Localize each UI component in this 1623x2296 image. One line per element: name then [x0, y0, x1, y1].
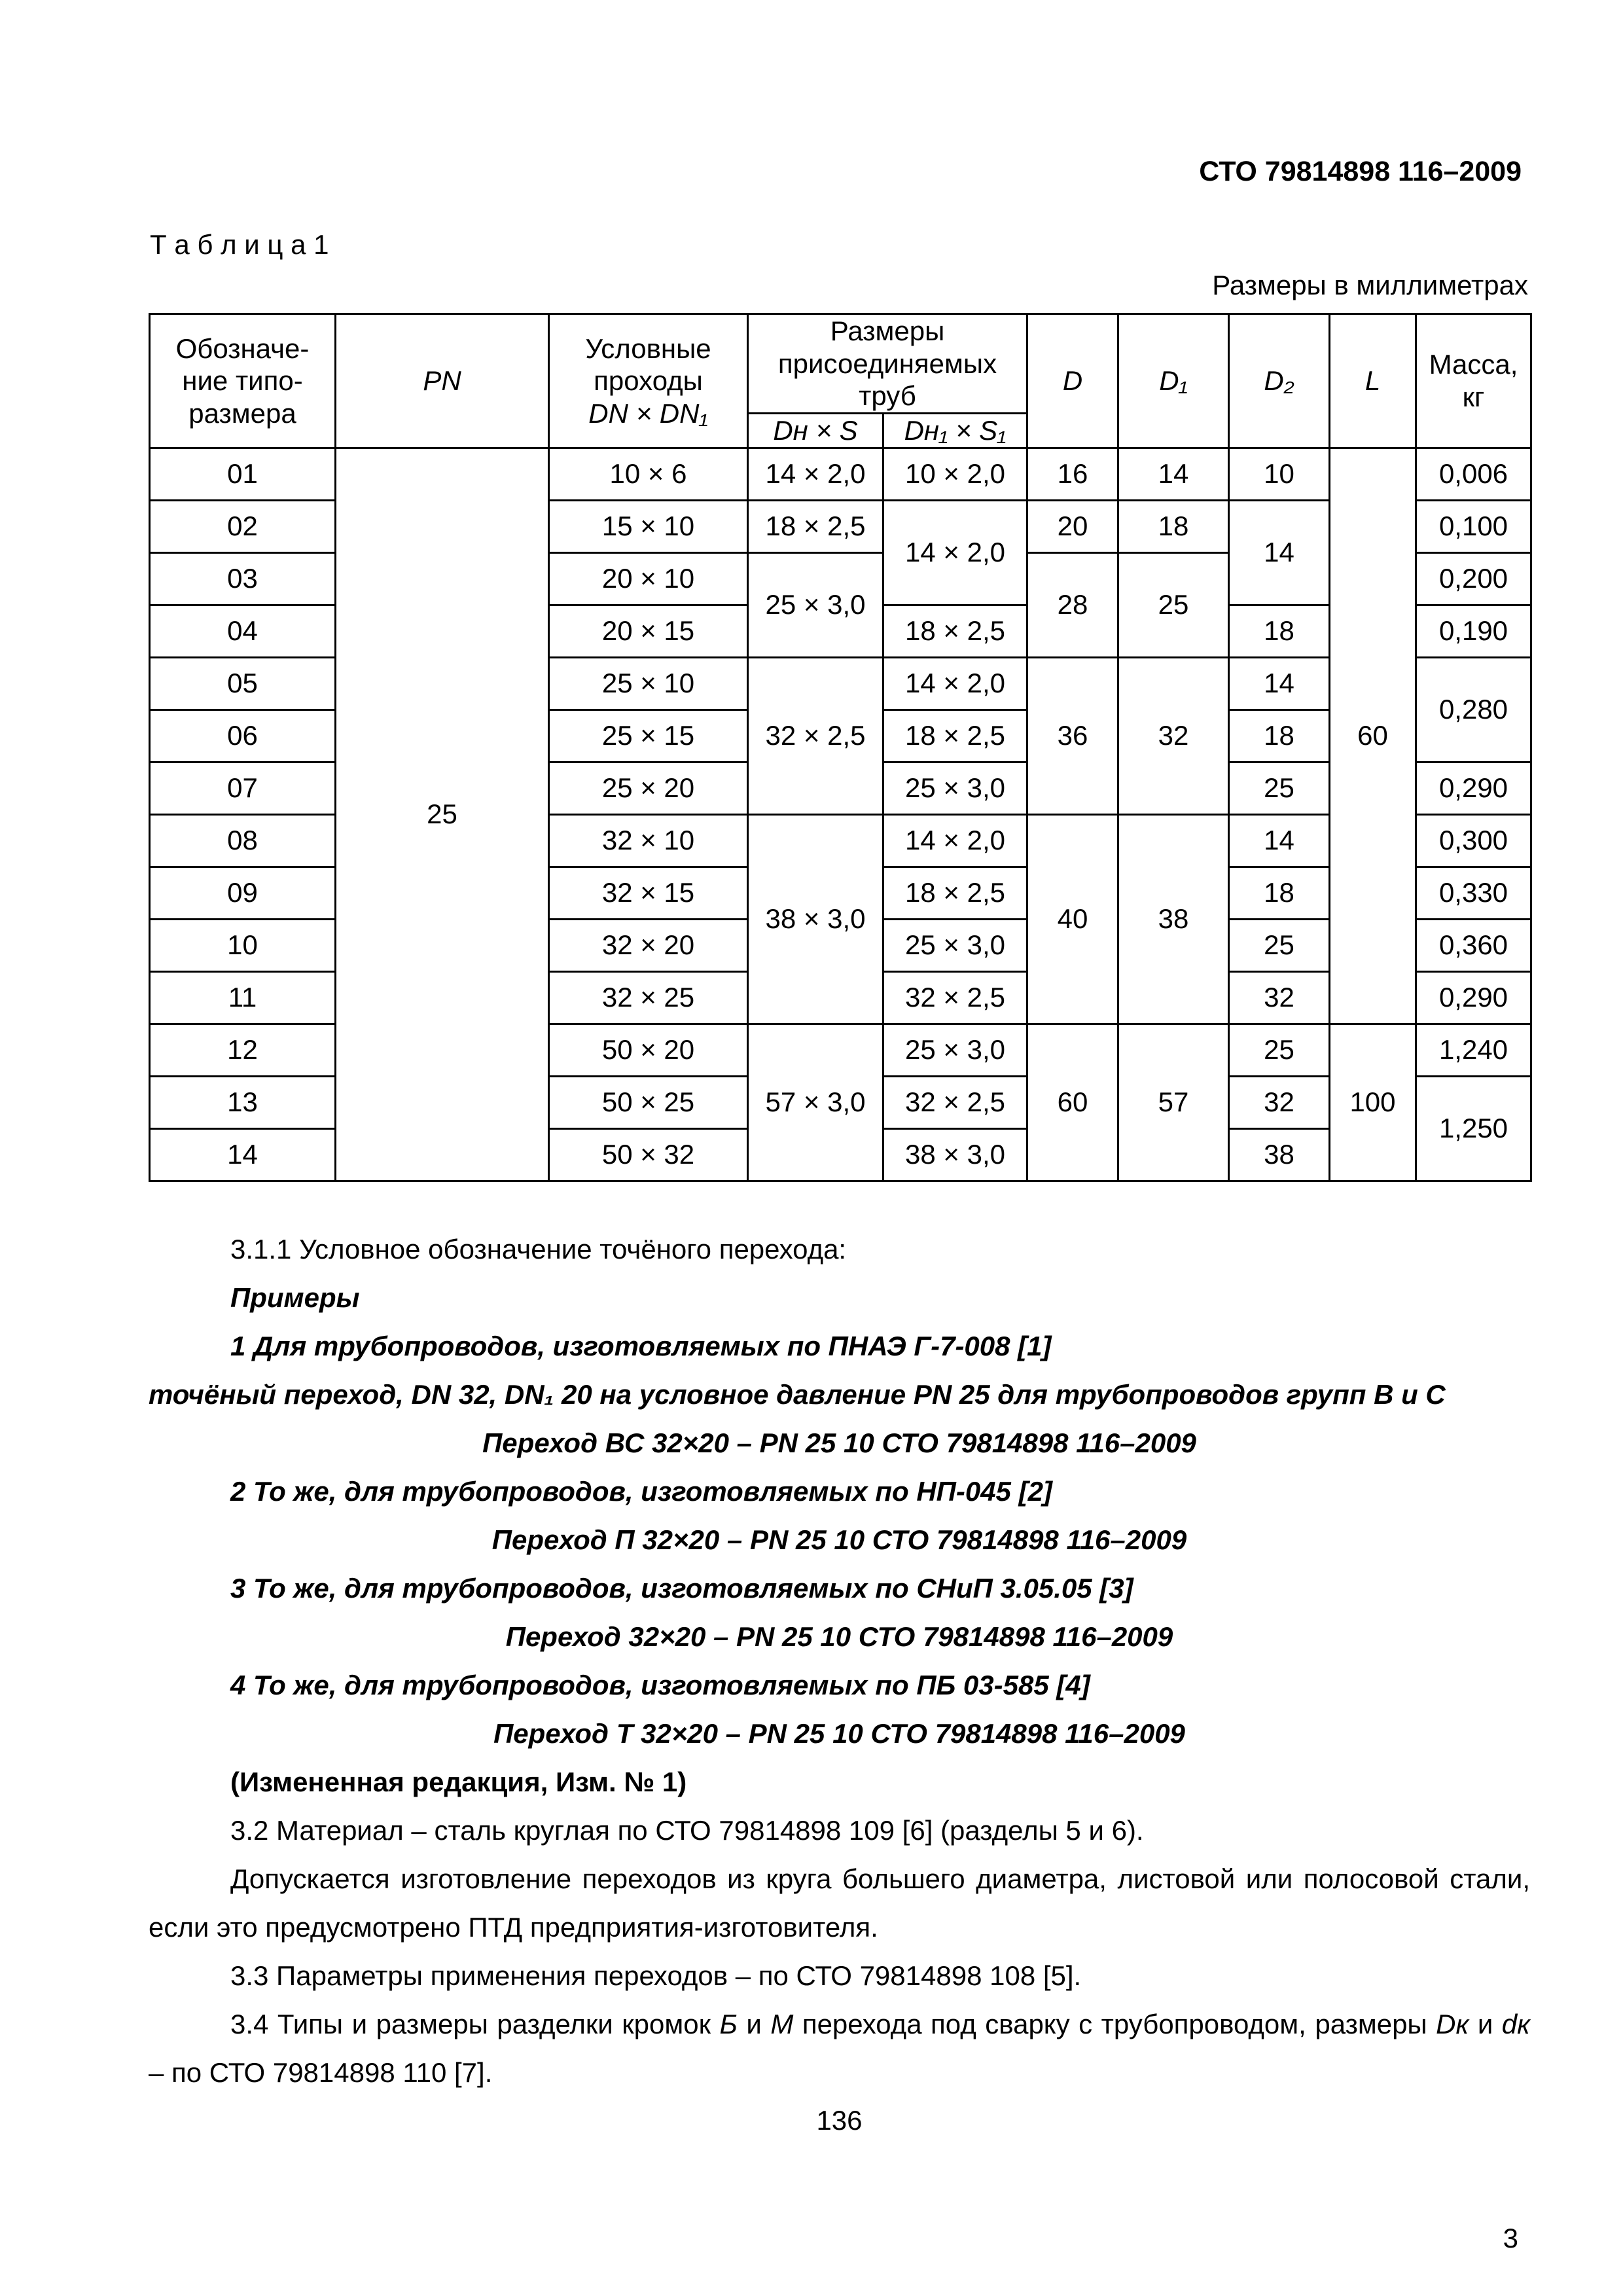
cell-dn: 32 × 10 — [549, 814, 748, 867]
cell-dn1s: 32 × 2,5 — [883, 971, 1027, 1024]
cell-dn1s: 10 × 2,0 — [883, 448, 1027, 500]
cell-dn: 50 × 25 — [549, 1076, 748, 1128]
cell-d2: 10 — [1229, 448, 1330, 500]
cell-dn: 10 × 6 — [549, 448, 748, 500]
cell-designation: 06 — [150, 709, 336, 762]
cell-mass: 0,100 — [1416, 500, 1531, 552]
cell-dns: 18 × 2,5 — [748, 500, 883, 552]
clause-3-1-1: 3.1.1 Условное обозначение точёного перехода: — [230, 1234, 847, 1265]
cell-mass: 0,360 — [1416, 919, 1531, 971]
cell-designation: 05 — [150, 657, 336, 709]
cell-dns: 38 × 3,0 — [748, 814, 883, 1024]
col-header-pipe-sizes: Размеры присоединяемых труб — [748, 314, 1027, 414]
clause-3-4 — [149, 2000, 1530, 2097]
col-header-d2: D₂ — [1229, 314, 1330, 448]
cell-designation: 02 — [150, 500, 336, 552]
cell-designation: 10 — [150, 919, 336, 971]
cell-designation: 08 — [150, 814, 336, 867]
cell-d: 28 — [1027, 552, 1118, 657]
cell-dn: 25 × 10 — [549, 657, 748, 709]
amendment-note: (Измененная редакция, Изм. № 1) — [230, 1767, 687, 1797]
cell-d2: 14 — [1229, 500, 1330, 605]
cell-d: 40 — [1027, 814, 1118, 1024]
cell-l: 100 — [1330, 1024, 1416, 1181]
cell-d: 16 — [1027, 448, 1118, 500]
cell-dns: 25 × 3,0 — [748, 552, 883, 657]
clause-3-4-seg2: Б — [719, 2009, 738, 2039]
example-4-designation: Переход Т 32×20 – PN 25 10 СТО 79814898 116–2009 — [493, 1718, 1185, 1749]
units-note: Размеры в миллиметрах — [1212, 270, 1528, 300]
example-1-body: точёный переход, DN 32, DN₁ 20 на условное давление PN 25 для трубопроводов групп В и С — [149, 1379, 1446, 1410]
col-header-dn1-s1: Dн₁ × S₁ — [883, 413, 1027, 448]
example-1-designation: Переход ВС 32×20 – PN 25 10 СТО 79814898 116–2009 — [482, 1427, 1196, 1458]
cell-mass: 1,240 — [1416, 1024, 1531, 1076]
clause-3-4-seg9: – по СТО 79814898 110 [7]. — [149, 2057, 493, 2088]
cell-d1: 25 — [1118, 552, 1229, 657]
cell-dn: 32 × 20 — [549, 919, 748, 971]
cell-designation: 01 — [150, 448, 336, 500]
col-header-mass: Масса, кг — [1416, 314, 1531, 448]
clause-3-2: 3.2 Материал – сталь круглая по СТО 79814898 109 [6] (разделы 5 и 6). — [230, 1815, 1144, 1846]
page-number-center: 136 — [816, 2105, 863, 2136]
col-header-nominal-bores — [549, 314, 748, 448]
cell-designation: 07 — [150, 762, 336, 814]
clause-3-3: 3.3 Параметры применения переходов – по СТО 79814898 108 [5]. — [230, 1960, 1082, 1991]
col-header-nominal-bores-sub: DN × DN₁ — [588, 397, 708, 429]
cell-d1: 32 — [1118, 657, 1229, 814]
col-header-d: D — [1027, 314, 1118, 448]
cell-d1: 14 — [1118, 448, 1229, 500]
clause-3-4-seg3: и — [737, 2009, 771, 2039]
col-header-dn-s: Dн × S — [748, 413, 883, 448]
cell-dn1s: 25 × 3,0 — [883, 919, 1027, 971]
cell-d2: 18 — [1229, 867, 1330, 919]
cell-dn1s: 14 × 2,0 — [883, 500, 1027, 605]
clause-3-4-seg8: dк — [1501, 2009, 1530, 2039]
cell-dn: 25 × 20 — [549, 762, 748, 814]
cell-dn1s: 38 × 3,0 — [883, 1128, 1027, 1181]
cell-d1: 57 — [1118, 1024, 1229, 1181]
cell-dn1s: 18 × 2,5 — [883, 605, 1027, 657]
cell-d2: 32 — [1229, 1076, 1330, 1128]
cell-dn1s: 18 × 2,5 — [883, 709, 1027, 762]
col-header-designation-line2: ние типо- — [182, 365, 303, 397]
cell-mass: 0,200 — [1416, 552, 1531, 605]
example-3-intro: 3 То же, для трубопроводов, изготовляемых по СНиП 3.05.05 [3] — [230, 1573, 1133, 1604]
col-header-pn: PN — [336, 314, 549, 448]
cell-dn: 20 × 15 — [549, 605, 748, 657]
example-2-intro: 2 То же, для трубопроводов, изготовляемых по НП-045 [2] — [230, 1476, 1052, 1507]
cell-dn: 20 × 10 — [549, 552, 748, 605]
cell-d2: 38 — [1229, 1128, 1330, 1181]
row-01 — [150, 448, 1531, 500]
example-3-designation: Переход 32×20 – PN 25 10 СТО 79814898 116–2009 — [505, 1621, 1173, 1652]
cell-designation: 11 — [150, 971, 336, 1024]
cell-mass: 0,290 — [1416, 762, 1531, 814]
cell-d: 20 — [1027, 500, 1118, 552]
clause-3-4-seg4: М — [770, 2009, 794, 2039]
cell-dn: 50 × 20 — [549, 1024, 748, 1076]
cell-mass: 0,330 — [1416, 867, 1531, 919]
cell-d: 36 — [1027, 657, 1118, 814]
clause-3-4-seg6: Dк — [1436, 2009, 1469, 2039]
cell-d2: 18 — [1229, 605, 1330, 657]
cell-mass: 0,280 — [1416, 657, 1531, 762]
col-header-d1: D₁ — [1118, 314, 1229, 448]
cell-dn: 15 × 10 — [549, 500, 748, 552]
cell-mass: 0,006 — [1416, 448, 1531, 500]
body-text — [149, 1225, 1530, 2097]
cell-dn1s: 25 × 3,0 — [883, 1024, 1027, 1076]
cell-dn1s: 18 × 2,5 — [883, 867, 1027, 919]
cell-d1: 18 — [1118, 500, 1229, 552]
cell-d2: 25 — [1229, 1024, 1330, 1076]
example-1-intro: 1 Для трубопроводов, изготовляемых по ПНАЭ Г-7-008 [1] — [230, 1331, 1052, 1361]
example-4-intro: 4 То же, для трубопроводов, изготовляемых по ПБ 03-585 [4] — [230, 1670, 1090, 1700]
cell-dn1s: 14 × 2,0 — [883, 657, 1027, 709]
cell-designation: 09 — [150, 867, 336, 919]
cell-mass: 0,290 — [1416, 971, 1531, 1024]
col-header-designation-line1: Обозначе- — [175, 332, 310, 364]
cell-dns: 32 × 2,5 — [748, 657, 883, 814]
col-header-nominal-bores-label: Условные проходы — [585, 332, 711, 397]
header-row-1 — [150, 314, 1531, 414]
cell-designation: 13 — [150, 1076, 336, 1128]
cell-pn: 25 — [336, 448, 549, 1181]
doc-code: СТО 79814898 116–2009 — [1199, 156, 1522, 187]
page-number-corner: 3 — [1503, 2223, 1518, 2253]
clause-3-4-seg5: перехода под сварку с трубопроводом, размеры — [793, 2009, 1436, 2039]
cell-d2: 18 — [1229, 709, 1330, 762]
cell-mass: 1,250 — [1416, 1076, 1531, 1181]
table-caption: Т а б л и ц а 1 — [150, 229, 329, 260]
col-header-designation-line3: размера — [188, 397, 296, 429]
clause-3-4-seg1: 3.4 Типы и размеры разделки кромок — [230, 2009, 720, 2039]
cell-dn1s: 32 × 2,5 — [883, 1076, 1027, 1128]
dimensions-table — [149, 313, 1532, 1182]
cell-d2: 32 — [1229, 971, 1330, 1024]
cell-designation: 03 — [150, 552, 336, 605]
cell-mass: 0,190 — [1416, 605, 1531, 657]
cell-mass: 0,300 — [1416, 814, 1531, 867]
cell-d2: 25 — [1229, 762, 1330, 814]
cell-designation: 04 — [150, 605, 336, 657]
cell-d2: 14 — [1229, 657, 1330, 709]
cell-dn: 25 × 15 — [549, 709, 748, 762]
col-header-designation — [150, 314, 336, 448]
cell-dn: 32 × 15 — [549, 867, 748, 919]
cell-dn1s: 25 × 3,0 — [883, 762, 1027, 814]
cell-d: 60 — [1027, 1024, 1118, 1181]
clause-3-2-continuation: Допускается изготовление переходов из круга большего диаметра, листовой или полосовой стали, если это предусмотрено ПТД предприятия-изготовителя. — [149, 1863, 1530, 1943]
cell-d1: 38 — [1118, 814, 1229, 1024]
cell-d2: 14 — [1229, 814, 1330, 867]
clause-3-4-seg7: и — [1469, 2009, 1502, 2039]
example-2-designation: Переход П 32×20 – PN 25 10 СТО 79814898 116–2009 — [491, 1524, 1187, 1555]
cell-dns: 14 × 2,0 — [748, 448, 883, 500]
cell-dn: 32 × 25 — [549, 971, 748, 1024]
cell-d2: 25 — [1229, 919, 1330, 971]
cell-designation: 14 — [150, 1128, 336, 1181]
cell-dn: 50 × 32 — [549, 1128, 748, 1181]
cell-l: 60 — [1330, 448, 1416, 1024]
cell-dn1s: 14 × 2,0 — [883, 814, 1027, 867]
col-header-l: L — [1330, 314, 1416, 448]
cell-dns: 57 × 3,0 — [748, 1024, 883, 1181]
cell-designation: 12 — [150, 1024, 336, 1076]
examples-heading: Примеры — [230, 1282, 360, 1313]
